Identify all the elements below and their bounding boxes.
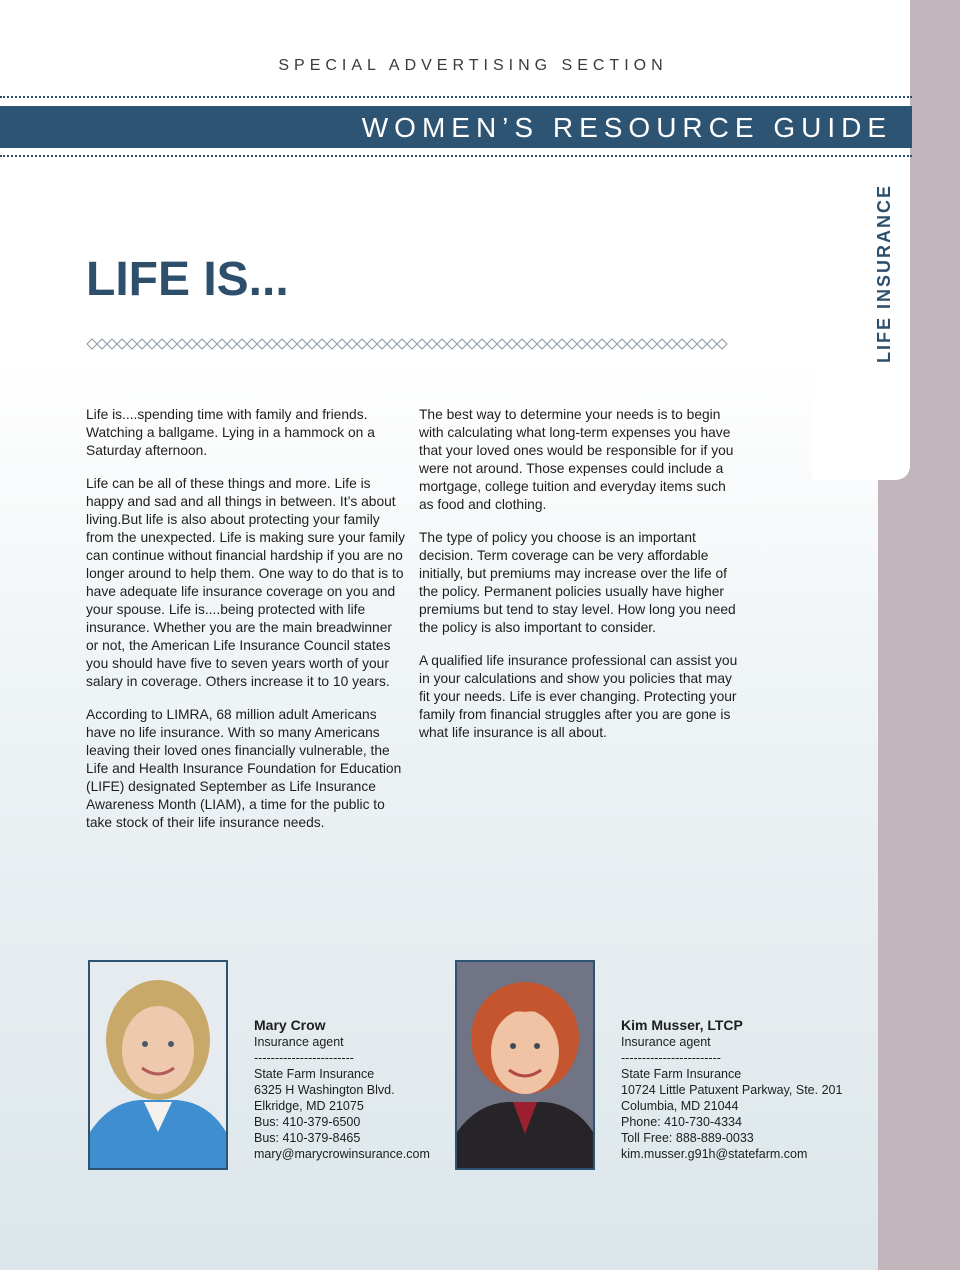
agent-divider: ------------------------ — [621, 1051, 721, 1065]
diamond-ornament — [247, 339, 257, 349]
diamond-ornament — [667, 339, 677, 349]
diamond-ornament — [717, 339, 727, 349]
paragraph: The type of policy you choose is an important decision. Term coverage can be very affordable initially, but premiums may increase over the life of the policy. Permanent policies usually have higher premiums but tend to stay level. How long you need the policy is also important to consider. — [419, 530, 736, 635]
diamond-ornament — [697, 339, 707, 349]
agent-city: Columbia, MD 21044 — [621, 1099, 739, 1113]
diamond-ornament — [137, 339, 147, 349]
diamond-ornament — [557, 339, 567, 349]
diamond-ornament — [217, 339, 227, 349]
diamond-ornament — [237, 339, 247, 349]
diamond-ornament — [657, 339, 667, 349]
agent-phone: Phone: 410-730-4334 — [621, 1115, 742, 1129]
diamond-ornament — [617, 339, 627, 349]
diamond-ornament — [507, 339, 517, 349]
guide-banner — [0, 106, 912, 148]
diamond-ornament — [227, 339, 237, 349]
diamond-ornament — [397, 339, 407, 349]
diamond-ornament — [457, 339, 467, 349]
diamond-ornament — [297, 339, 307, 349]
diamond-ornament — [307, 339, 317, 349]
diamond-ornament — [167, 339, 177, 349]
diamond-ornament — [157, 339, 167, 349]
agent-email: mary@marycrowinsurance.com — [254, 1147, 430, 1161]
diamond-ornament — [547, 339, 557, 349]
diamond-ornament — [87, 339, 97, 349]
diamond-ornament — [107, 339, 117, 349]
paragraph: A qualified life insurance professional can assist you in your calculations and show you policies that may fit your needs. Life is ever changing. Protecting your family from financial struggles after you are gone is what life insurance is all about. — [419, 653, 738, 740]
diamond-ornament — [517, 339, 527, 349]
diamond-ornament — [127, 339, 137, 349]
article-right-column — [419, 406, 741, 757]
diamond-ornament — [607, 339, 617, 349]
agent-address: 6325 H Washington Blvd. — [254, 1083, 395, 1097]
paragraph: According to LIMRA, 68 million adult Americans have no life insurance. With so many Americans leaving their loved ones financially vulnerable, the Life and Health Insurance Foundation for Education (LIFE) designated September as Life Insurance Awareness Month (LIAM), a time for the public to take stock of their life insurance needs. — [86, 707, 402, 830]
diamond-ornament — [597, 339, 607, 349]
diamond-ornament — [567, 339, 577, 349]
diamond-ornament — [407, 339, 417, 349]
diamond-ornament — [497, 339, 507, 349]
diamond-ornament — [207, 339, 217, 349]
diamond-ornament — [147, 339, 157, 349]
paragraph: The best way to determine your needs is to begin with calculating what long-term expenses you have that your loved ones would be responsible for if you were not around. Those expenses could include a mortgage, college tuition and everyday items such as food and clothing. — [419, 407, 734, 512]
agent-photo-mary-crow — [88, 960, 228, 1170]
agent-photo-kim-musser — [455, 960, 595, 1170]
diamond-ornament — [707, 339, 717, 349]
agent-email: kim.musser.g91h@statefarm.com — [621, 1147, 808, 1161]
diamond-ornament — [277, 339, 287, 349]
agent-city: Elkridge, MD 21075 — [254, 1099, 364, 1113]
diamond-ornament — [637, 339, 647, 349]
diamond-ornament — [177, 339, 187, 349]
diamond-ornament — [687, 339, 697, 349]
guide-title: WOMEN’S RESOURCE GUIDE — [361, 112, 892, 143]
agent-title: Insurance agent — [621, 1035, 711, 1049]
agent-name: Kim Musser, LTCP — [621, 1017, 743, 1033]
section-tab-text: LIFE INSURANCE — [873, 183, 894, 363]
diamond-ornament — [317, 339, 327, 349]
agent-address: 10724 Little Patuxent Parkway, Ste. 201 — [621, 1083, 843, 1097]
agent-company: State Farm Insurance — [254, 1067, 375, 1081]
bottom-dotted-rule — [0, 155, 912, 157]
diamond-ornament — [487, 339, 497, 349]
diamond-ornament — [287, 339, 297, 349]
diamond-ornament — [267, 339, 277, 349]
agent-phone: Toll Free: 888-889-0033 — [621, 1131, 754, 1145]
diamond-ornament — [477, 339, 487, 349]
diamond-ornament — [97, 339, 107, 349]
diamond-ornament — [367, 339, 377, 349]
diamond-ornament — [327, 339, 337, 349]
diamond-ornament — [587, 339, 597, 349]
diamond-ornament — [257, 339, 267, 349]
diamond-ornament — [197, 339, 207, 349]
agent-company: State Farm Insurance — [621, 1067, 742, 1081]
diamond-ornament — [387, 339, 397, 349]
section-tab-label — [854, 183, 914, 363]
agent-title: Insurance agent — [254, 1035, 344, 1049]
diamond-ornament — [677, 339, 687, 349]
agent-contact-kim-musser — [621, 1017, 842, 1162]
agent-contact-mary-crow — [254, 1017, 430, 1162]
paragraph: Life is....spending time with family and friends. Watching a ballgame. Lying in a hammock on a Saturday afternoon. — [86, 407, 375, 458]
diamond-ornament — [537, 339, 547, 349]
diamond-ornament — [467, 339, 477, 349]
diamond-ornament — [117, 339, 127, 349]
agent-phone: Bus: 410-379-6500 — [254, 1115, 361, 1129]
diamond-ornament — [437, 339, 447, 349]
diamond-ornament — [377, 339, 387, 349]
diamond-ornament — [347, 339, 357, 349]
article-headline: LIFE IS... — [86, 253, 289, 306]
diamond-ornament — [577, 339, 587, 349]
diamond-ornament — [187, 339, 197, 349]
diamond-ornament — [337, 339, 347, 349]
diamond-ornament — [357, 339, 367, 349]
paragraph: Life can be all of these things and more. Life is happy and sad and all things in between. It’s about living.But life is also about protecting your family from the unexpected. Life is making sure your family can continue without financial hardship if you are no longer around to help them. One way to do that is to have adequate life insurance coverage on you and your spouse. Life is....being protected with life insurance. Whether you are the main breadwinner or not, the American Life Insurance Council states you should have five to seven years worth of your salary in coverage. Others increase it to 10 years. — [86, 476, 406, 689]
diamond-ornament — [427, 339, 437, 349]
agent-divider: ------------------------ — [254, 1051, 354, 1065]
diamond-divider — [86, 337, 730, 351]
top-dotted-rule — [0, 96, 912, 98]
diamond-ornament — [647, 339, 657, 349]
article-left-column — [86, 406, 408, 847]
diamond-ornament — [417, 339, 427, 349]
diamond-ornament — [527, 339, 537, 349]
agent-name: Mary Crow — [254, 1017, 326, 1033]
special-section-label: SPECIAL ADVERTISING SECTION — [278, 57, 668, 74]
diamond-ornament — [447, 339, 457, 349]
agent-phone: Bus: 410-379-8465 — [254, 1131, 361, 1145]
diamond-ornament — [627, 339, 637, 349]
